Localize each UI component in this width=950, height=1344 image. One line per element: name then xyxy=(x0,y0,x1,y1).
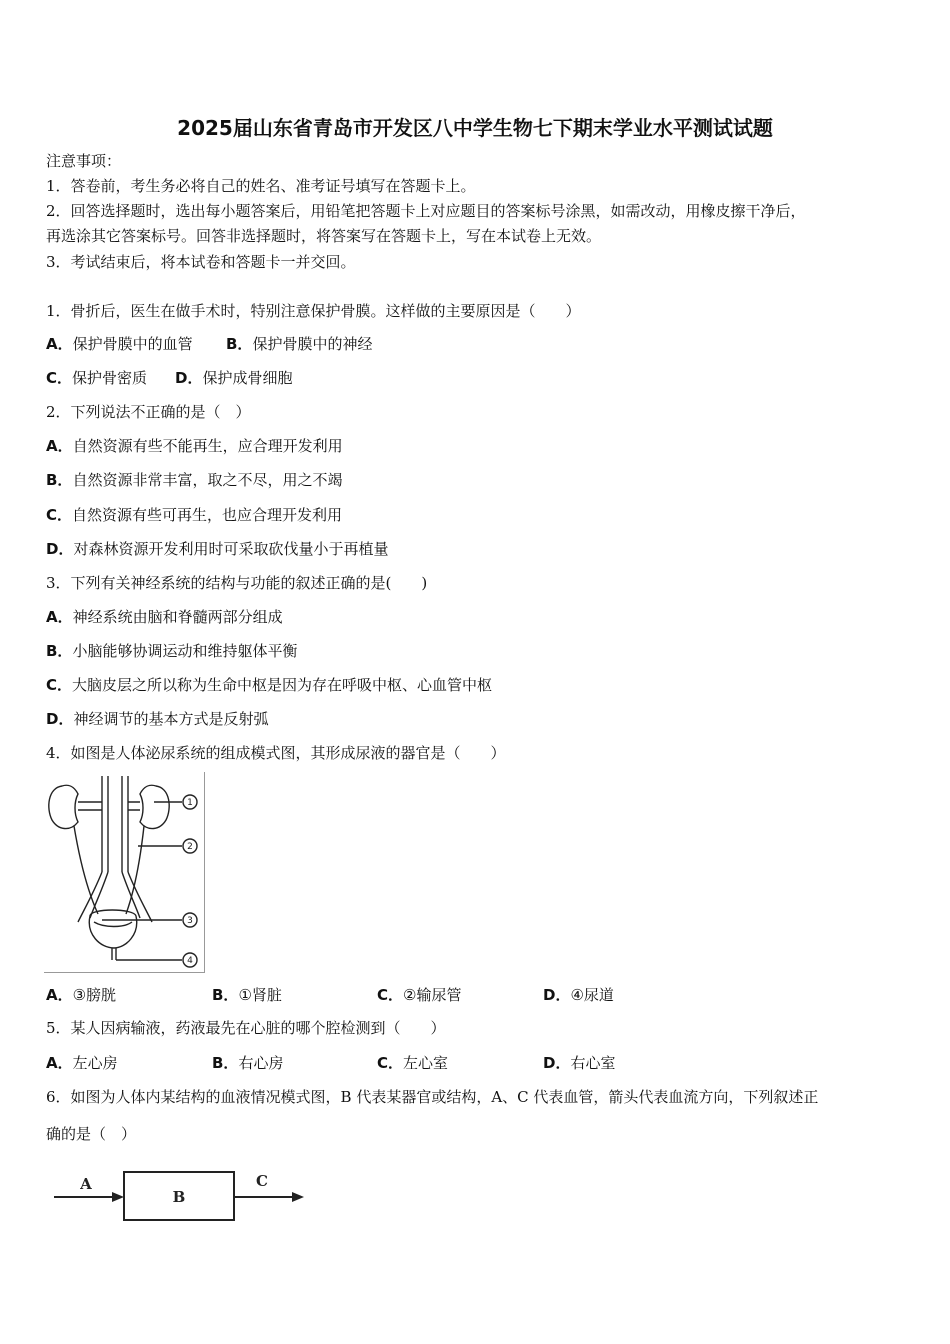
option-text: 左心室 xyxy=(403,1054,449,1072)
urethra xyxy=(112,948,116,960)
notice-item: 1．答卷前，考生务必将自己的姓名、准考证号填写在答题卡上。 xyxy=(46,177,476,195)
option-5b[interactable] xyxy=(212,1053,283,1073)
option-letter: A． xyxy=(46,608,73,626)
option-text: 小脑能够协调运动和维持躯体平衡 xyxy=(72,642,298,660)
option-letter: C． xyxy=(46,676,73,694)
notice-item: 再选涂其它答案标号。回答非选择题时，将答案写在答题卡上，写在本试卷上无效。 xyxy=(46,227,602,245)
blood-flow-diagram xyxy=(50,1162,310,1228)
option-text: 保护骨膜中的神经 xyxy=(252,335,373,353)
label-2: 2 xyxy=(187,842,193,852)
option-2d[interactable] xyxy=(46,539,388,559)
option-text: 左心房 xyxy=(72,1054,118,1072)
option-4d[interactable] xyxy=(543,985,614,1005)
option-2c[interactable] xyxy=(46,505,342,525)
option-1b[interactable] xyxy=(226,334,372,354)
question-stem-6-cont: 确的是（ ） xyxy=(46,1125,137,1143)
option-text: ④尿道 xyxy=(570,986,614,1004)
option-letter: A． xyxy=(46,986,73,1004)
option-letter: A． xyxy=(46,437,73,455)
option-text: 对森林资源开发利用时可采取砍伐量小于再植量 xyxy=(73,540,389,558)
option-4a[interactable] xyxy=(46,985,116,1005)
option-letter: B． xyxy=(212,1054,239,1072)
question-stem-5: 5．某人因病输液，药液最先在心脏的哪个腔检测到（ ） xyxy=(46,1019,446,1037)
option-text: 右心房 xyxy=(238,1054,284,1072)
option-text: 大脑皮层之所以称为生命中枢是因为存在呼吸中枢、心血管中枢 xyxy=(72,676,493,694)
page-title: 2025届山东省青岛市开发区八中学生物七下期末学业水平测试试题 xyxy=(177,116,773,140)
option-3b[interactable] xyxy=(46,641,297,661)
kidney-right xyxy=(140,785,169,828)
option-2a[interactable] xyxy=(46,436,343,456)
option-letter: B． xyxy=(46,642,73,660)
vessel-aorta xyxy=(108,776,122,872)
label-1: 1 xyxy=(187,798,193,808)
notice-heading: 注意事项： xyxy=(46,152,122,170)
option-text: 右心室 xyxy=(570,1054,616,1072)
option-text: 自然资源非常丰富，取之不尽，用之不竭 xyxy=(72,471,343,489)
option-1a[interactable] xyxy=(46,334,193,354)
question-stem-2: 2．下列说法不正确的是（ ） xyxy=(46,403,251,421)
label-3: 3 xyxy=(187,916,193,926)
option-5d[interactable] xyxy=(543,1053,615,1073)
option-1c[interactable] xyxy=(46,368,147,388)
option-1d[interactable] xyxy=(175,368,292,388)
option-letter: D． xyxy=(46,710,74,728)
option-4c[interactable] xyxy=(377,985,461,1005)
option-text: 神经调节的基本方式是反射弧 xyxy=(73,710,269,728)
question-stem-4: 4．如图是人体泌尿系统的组成模式图，其形成尿液的器官是（ ） xyxy=(46,744,506,762)
option-letter: B． xyxy=(226,335,253,353)
ureter-left xyxy=(74,826,98,914)
question-stem-1: 1．骨折后，医生在做手术时，特别注意保护骨膜。这样做的主要原因是（ ） xyxy=(46,302,581,320)
option-letter: D． xyxy=(543,986,571,1004)
option-text: ③膀胱 xyxy=(72,986,117,1004)
label-c: C xyxy=(256,1172,268,1190)
option-text: 自然资源有些可再生，也应合理开发利用 xyxy=(72,506,343,524)
urinary-system-diagram xyxy=(44,772,204,972)
kidney-left xyxy=(49,785,78,828)
option-5a[interactable] xyxy=(46,1053,118,1073)
option-letter: A． xyxy=(46,335,73,353)
bladder xyxy=(89,910,136,948)
label-b: B xyxy=(172,1188,186,1206)
label-4: 4 xyxy=(187,956,193,966)
question-stem-3: 3．下列有关神经系统的结构与功能的叙述正确的是( ) xyxy=(46,574,428,592)
option-letter: D． xyxy=(543,1054,571,1072)
option-text: 保护骨膜中的血管 xyxy=(72,335,193,353)
option-3a[interactable] xyxy=(46,607,283,627)
option-letter: C． xyxy=(46,506,73,524)
notice-item: 2．回答选择题时，选出每小题答案后，用铅笔把答题卡上对应题目的答案标号涂黑，如需改动，用橡皮擦干净后， xyxy=(46,202,806,220)
option-text: 保护骨密质 xyxy=(72,369,148,387)
blood-flow-figure xyxy=(50,1162,310,1228)
option-2b[interactable] xyxy=(46,470,342,490)
option-3c[interactable] xyxy=(46,675,492,695)
option-letter: D． xyxy=(46,540,74,558)
option-letter: C． xyxy=(377,1054,404,1072)
vessel-vena xyxy=(102,776,128,872)
option-letter: A． xyxy=(46,1054,73,1072)
option-text: ②输尿管 xyxy=(403,986,462,1004)
label-a: A xyxy=(80,1175,92,1193)
notice-item: 3．考试结束后，将本试卷和答题卡一并交回。 xyxy=(46,253,356,271)
urinary-system-figure xyxy=(44,772,205,973)
option-text: 神经系统由脑和脊髓两部分组成 xyxy=(72,608,283,626)
option-text: 自然资源有些不能再生，应合理开发利用 xyxy=(72,437,343,455)
question-stem-6: 6．如图为人体内某结构的血液情况模式图，B 代表某器官或结构，A、C 代表血管，箭头代表血流方向，下列叙述正 xyxy=(46,1088,819,1106)
option-5c[interactable] xyxy=(377,1053,448,1073)
arrow-a-head xyxy=(112,1192,124,1202)
option-letter: C． xyxy=(46,369,73,387)
option-text: ①肾脏 xyxy=(238,986,282,1004)
option-3d[interactable] xyxy=(46,709,268,729)
arrow-c-head xyxy=(292,1192,304,1202)
option-4b[interactable] xyxy=(212,985,282,1005)
option-text: 保护成骨细胞 xyxy=(202,369,293,387)
option-letter: D． xyxy=(175,369,203,387)
option-letter: B． xyxy=(46,471,73,489)
option-letter: B． xyxy=(212,986,239,1004)
option-letter: C． xyxy=(377,986,404,1004)
